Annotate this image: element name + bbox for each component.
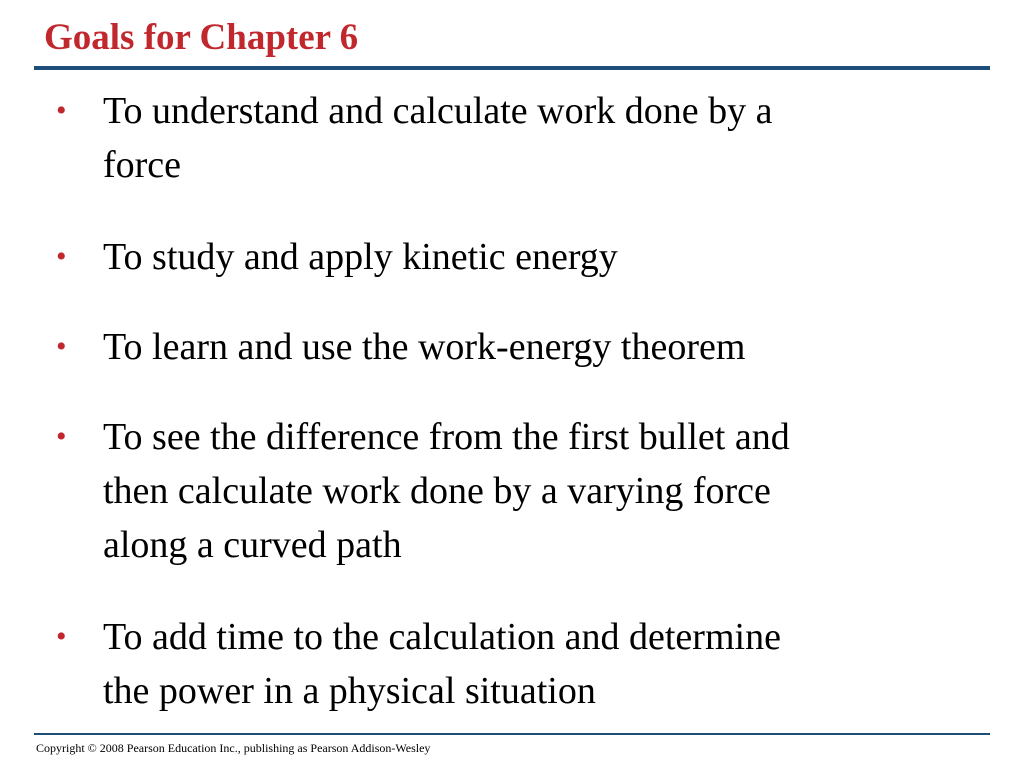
bullet-icon: •: [56, 330, 67, 363]
bullet-icon: •: [56, 240, 67, 273]
bullet-text: To learn and use the work-energy theorem: [103, 326, 746, 368]
copyright-footer: Copyright © 2008 Pearson Education Inc., publishing as Pearson Addison-Wesley: [36, 741, 431, 755]
bullet-text: To see the difference from the first bullet and then calculate work done by a varying force along a curved path: [103, 416, 790, 566]
bullet-text: To study and apply kinetic energy: [103, 236, 618, 278]
bullet-text: To understand and calculate work done by a force: [103, 90, 773, 186]
bullet-text: To add time to the calculation and determine the power in a physical situation: [103, 616, 781, 712]
bullet-icon: •: [56, 94, 67, 127]
footer-divider: [34, 733, 990, 735]
slide-title: Goals for Chapter 6: [44, 17, 359, 58]
title-divider: [34, 66, 990, 70]
bullet-icon: •: [56, 620, 67, 653]
bullet-icon: •: [56, 420, 67, 453]
